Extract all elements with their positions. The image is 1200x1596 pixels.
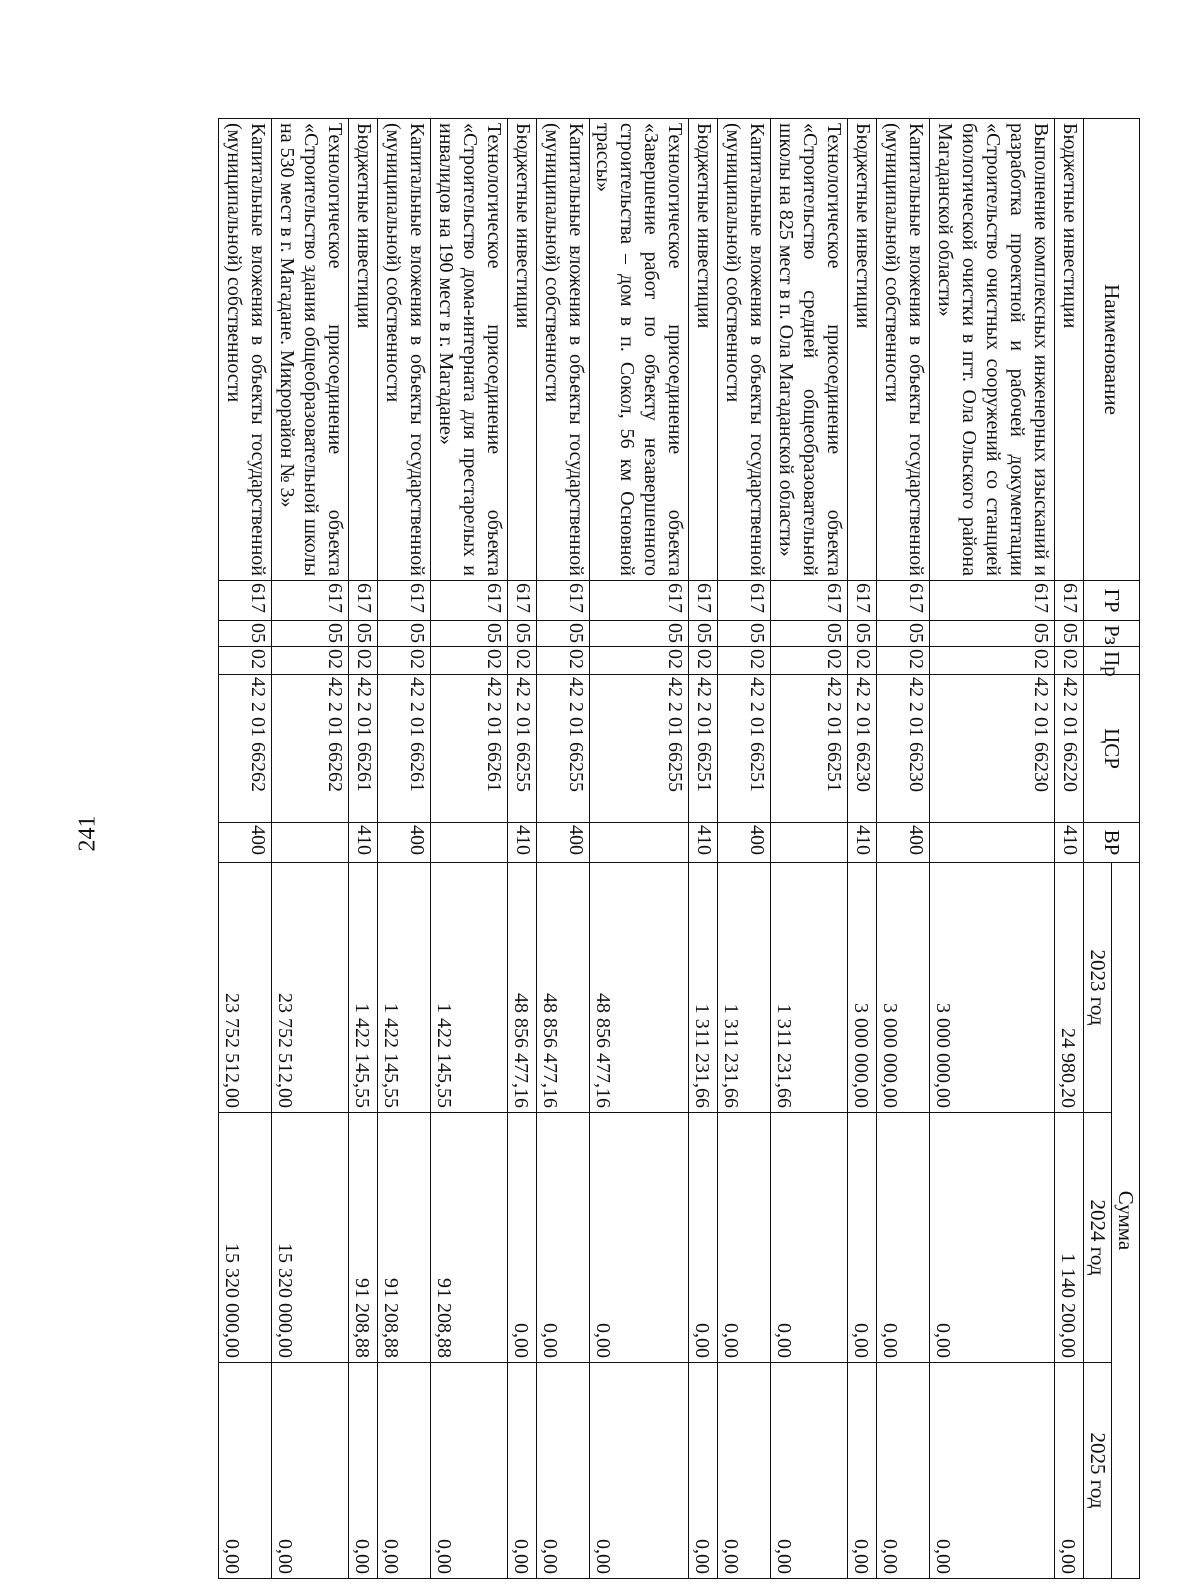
row-gr: 617 — [1055, 581, 1084, 621]
row-sum-2023: 48 856 477,16 — [590, 863, 689, 1113]
row-rz: 05 — [877, 621, 930, 647]
row-rz: 05 — [272, 621, 349, 647]
row-rz: 05 — [689, 621, 718, 647]
row-sum-2024: 1 140 200,00 — [1055, 1113, 1084, 1363]
row-csr: 42 2 01 66262 — [272, 675, 349, 823]
row-vr: 400 — [718, 823, 771, 863]
row-rz: 05 — [431, 621, 508, 647]
row-name: Капитальные вложения в объекты государственной (муниципальной) собственности — [877, 119, 930, 581]
row-name: Бюджетные инвестиции — [848, 119, 877, 581]
row-csr: 42 2 01 66255 — [508, 675, 537, 823]
row-vr — [590, 823, 689, 863]
row-sum-2025: 0,00 — [930, 1363, 1055, 1579]
row-sum-2025: 0,00 — [689, 1363, 718, 1579]
row-sum-2025: 0,00 — [508, 1363, 537, 1579]
row-sum-2023: 24 980,20 — [1055, 863, 1084, 1113]
header-csr: ЦСР — [1084, 675, 1140, 823]
row-sum-2024: 0,00 — [689, 1113, 718, 1363]
row-sum-2023: 1 311 231,66 — [771, 863, 848, 1113]
row-gr: 617 — [349, 581, 378, 621]
header-rz: Рз — [1084, 621, 1140, 647]
table-row — [848, 119, 877, 1579]
row-gr: 617 — [848, 581, 877, 621]
row-sum-2023: 1 311 231,66 — [689, 863, 718, 1113]
row-csr: 42 2 01 66230 — [930, 675, 1055, 823]
row-csr: 42 2 01 66251 — [718, 675, 771, 823]
row-pr: 02 — [718, 647, 771, 675]
header-gr: ГР — [1084, 581, 1140, 621]
row-sum-2025: 0,00 — [1055, 1363, 1084, 1579]
rotated-page — [160, 118, 1140, 1578]
row-csr: 42 2 01 66262 — [219, 675, 272, 823]
row-pr: 02 — [378, 647, 431, 675]
row-rz: 05 — [930, 621, 1055, 647]
row-sum-2024: 91 208,88 — [431, 1113, 508, 1363]
row-name: Бюджетные инвестиции — [508, 119, 537, 581]
row-sum-2024: 0,00 — [877, 1113, 930, 1363]
row-gr: 617 — [378, 581, 431, 621]
row-rz: 05 — [537, 621, 590, 647]
row-pr: 02 — [771, 647, 848, 675]
row-sum-2023: 48 856 477,16 — [537, 863, 590, 1113]
row-sum-2023: 23 752 512,00 — [219, 863, 272, 1113]
row-sum-2024: 15 320 000,00 — [272, 1113, 349, 1363]
row-sum-2025: 0,00 — [848, 1363, 877, 1579]
table-row — [930, 119, 1055, 1579]
row-gr: 617 — [877, 581, 930, 621]
row-pr: 02 — [590, 647, 689, 675]
table-row — [219, 119, 272, 1579]
row-sum-2023: 1 311 231,66 — [718, 863, 771, 1113]
row-vr: 400 — [877, 823, 930, 863]
row-pr: 02 — [848, 647, 877, 675]
row-sum-2025: 0,00 — [537, 1363, 590, 1579]
row-vr: 410 — [1055, 823, 1084, 863]
row-pr: 02 — [219, 647, 272, 675]
table-row — [508, 119, 537, 1579]
table-row — [590, 119, 689, 1579]
row-name: Капитальные вложения в объекты государственной (муниципальной) собственности — [378, 119, 431, 581]
row-sum-2025: 0,00 — [877, 1363, 930, 1579]
table-row — [272, 119, 349, 1579]
row-sum-2023: 1 422 145,55 — [431, 863, 508, 1113]
row-csr: 42 2 01 66251 — [689, 675, 718, 823]
row-vr: 400 — [378, 823, 431, 863]
row-name: Технологическое присоединение объекта «Строительство здания общеобразовательной школы на 530 мест в г. Магадане. Микрорайон № 3» — [272, 119, 349, 581]
header-vr: ВР — [1084, 823, 1140, 863]
row-pr: 02 — [689, 647, 718, 675]
row-sum-2024: 91 208,88 — [378, 1113, 431, 1363]
row-gr: 617 — [689, 581, 718, 621]
table-row — [431, 119, 508, 1579]
row-gr: 617 — [431, 581, 508, 621]
row-rz: 05 — [1055, 621, 1084, 647]
row-pr: 02 — [877, 647, 930, 675]
row-sum-2024: 91 208,88 — [349, 1113, 378, 1363]
table-row — [378, 119, 431, 1579]
row-vr: 410 — [508, 823, 537, 863]
row-pr: 02 — [431, 647, 508, 675]
row-name: Технологическое присоединение объекта «Строительство дома-интерната для престарелых и инвалидов на 190 мест в г. Магадане» — [431, 119, 508, 581]
row-name: Капитальные вложения в объекты государственной (муниципальной) собственности — [219, 119, 272, 581]
row-pr: 02 — [930, 647, 1055, 675]
row-gr: 617 — [219, 581, 272, 621]
row-vr — [272, 823, 349, 863]
row-pr: 02 — [537, 647, 590, 675]
header-name: Наименование — [1084, 119, 1140, 581]
header-2023: 2023 год — [1084, 863, 1112, 1113]
row-sum-2025: 0,00 — [431, 1363, 508, 1579]
row-csr: 42 2 01 66230 — [848, 675, 877, 823]
row-sum-2023: 3 000 000,00 — [848, 863, 877, 1113]
row-gr: 617 — [930, 581, 1055, 621]
header-pr: Пр — [1084, 647, 1140, 675]
row-name: Бюджетные инвестиции — [689, 119, 718, 581]
row-name: Бюджетные инвестиции — [1055, 119, 1084, 581]
row-name: Бюджетные инвестиции — [349, 119, 378, 581]
row-rz: 05 — [771, 621, 848, 647]
row-vr: 410 — [689, 823, 718, 863]
row-sum-2025: 0,00 — [349, 1363, 378, 1579]
row-rz: 05 — [508, 621, 537, 647]
row-sum-2024: 0,00 — [590, 1113, 689, 1363]
header-2024: 2024 год — [1084, 1113, 1112, 1363]
row-sum-2024: 0,00 — [930, 1113, 1055, 1363]
row-csr: 42 2 01 66220 — [1055, 675, 1084, 823]
row-vr — [771, 823, 848, 863]
row-rz: 05 — [349, 621, 378, 647]
row-sum-2025: 0,00 — [771, 1363, 848, 1579]
row-rz: 05 — [378, 621, 431, 647]
row-csr: 42 2 01 66255 — [590, 675, 689, 823]
row-sum-2023: 23 752 512,00 — [272, 863, 349, 1113]
row-gr: 617 — [272, 581, 349, 621]
row-gr: 617 — [718, 581, 771, 621]
row-csr: 42 2 01 66230 — [877, 675, 930, 823]
row-sum-2024: 0,00 — [771, 1113, 848, 1363]
table-row — [349, 119, 378, 1579]
row-sum-2025: 0,00 — [718, 1363, 771, 1579]
header-2025: 2025 год — [1084, 1363, 1112, 1579]
row-pr: 02 — [508, 647, 537, 675]
budget-table — [218, 118, 1140, 1579]
table-row — [1055, 119, 1084, 1579]
row-sum-2024: 0,00 — [848, 1113, 877, 1363]
row-sum-2025: 0,00 — [590, 1363, 689, 1579]
table-row — [718, 119, 771, 1579]
row-sum-2025: 0,00 — [219, 1363, 272, 1579]
table-row — [877, 119, 930, 1579]
row-sum-2024: 0,00 — [537, 1113, 590, 1363]
row-csr: 42 2 01 66261 — [378, 675, 431, 823]
row-sum-2023: 1 422 145,55 — [349, 863, 378, 1113]
row-name: Капитальные вложения в объекты государственной (муниципальной) собственности — [718, 119, 771, 581]
row-name: Капитальные вложения в объекты государственной (муниципальной) собственности — [537, 119, 590, 581]
row-rz: 05 — [219, 621, 272, 647]
row-sum-2024: 0,00 — [508, 1113, 537, 1363]
row-gr: 617 — [590, 581, 689, 621]
table-row — [771, 119, 848, 1579]
page-number: 241 — [74, 815, 101, 852]
row-rz: 05 — [590, 621, 689, 647]
row-vr — [930, 823, 1055, 863]
row-gr: 617 — [771, 581, 848, 621]
row-pr: 02 — [349, 647, 378, 675]
row-vr: 410 — [848, 823, 877, 863]
row-csr: 42 2 01 66261 — [431, 675, 508, 823]
row-gr: 617 — [537, 581, 590, 621]
row-sum-2025: 0,00 — [272, 1363, 349, 1579]
row-vr: 410 — [349, 823, 378, 863]
row-pr: 02 — [272, 647, 349, 675]
table-row — [537, 119, 590, 1579]
row-sum-2024: 15 320 000,00 — [219, 1113, 272, 1363]
row-rz: 05 — [718, 621, 771, 647]
row-sum-2025: 0,00 — [378, 1363, 431, 1579]
row-csr: 42 2 01 66255 — [537, 675, 590, 823]
row-vr — [431, 823, 508, 863]
table-row — [689, 119, 718, 1579]
row-rz: 05 — [848, 621, 877, 647]
row-name: Технологическое присоединение объекта «Строительство средней общеобразовательной школы на 825 мест в п. Ола Магаданской области» — [771, 119, 848, 581]
row-sum-2024: 0,00 — [718, 1113, 771, 1363]
row-name: Технологическое присоединение объекта «Завершение работ по объекту незавершенного строительства – дом в п. Сокол, 56 км Основной трассы» — [590, 119, 689, 581]
row-name: Выполнение комплексных инженерных изысканий и разработка проектной и рабочей документации «Строительство очистных сооружений со станцией биологической очистки в пгт. Ола Ольского района Магаданской области» — [930, 119, 1055, 581]
row-sum-2023: 3 000 000,00 — [877, 863, 930, 1113]
row-sum-2023: 48 856 477,16 — [508, 863, 537, 1113]
row-vr: 400 — [219, 823, 272, 863]
row-pr: 02 — [1055, 647, 1084, 675]
row-vr: 400 — [537, 823, 590, 863]
row-gr: 617 — [508, 581, 537, 621]
row-sum-2023: 3 000 000,00 — [930, 863, 1055, 1113]
row-csr: 42 2 01 66261 — [349, 675, 378, 823]
row-csr: 42 2 01 66251 — [771, 675, 848, 823]
row-sum-2023: 1 422 145,55 — [378, 863, 431, 1113]
header-sum: Сумма — [1112, 863, 1140, 1579]
